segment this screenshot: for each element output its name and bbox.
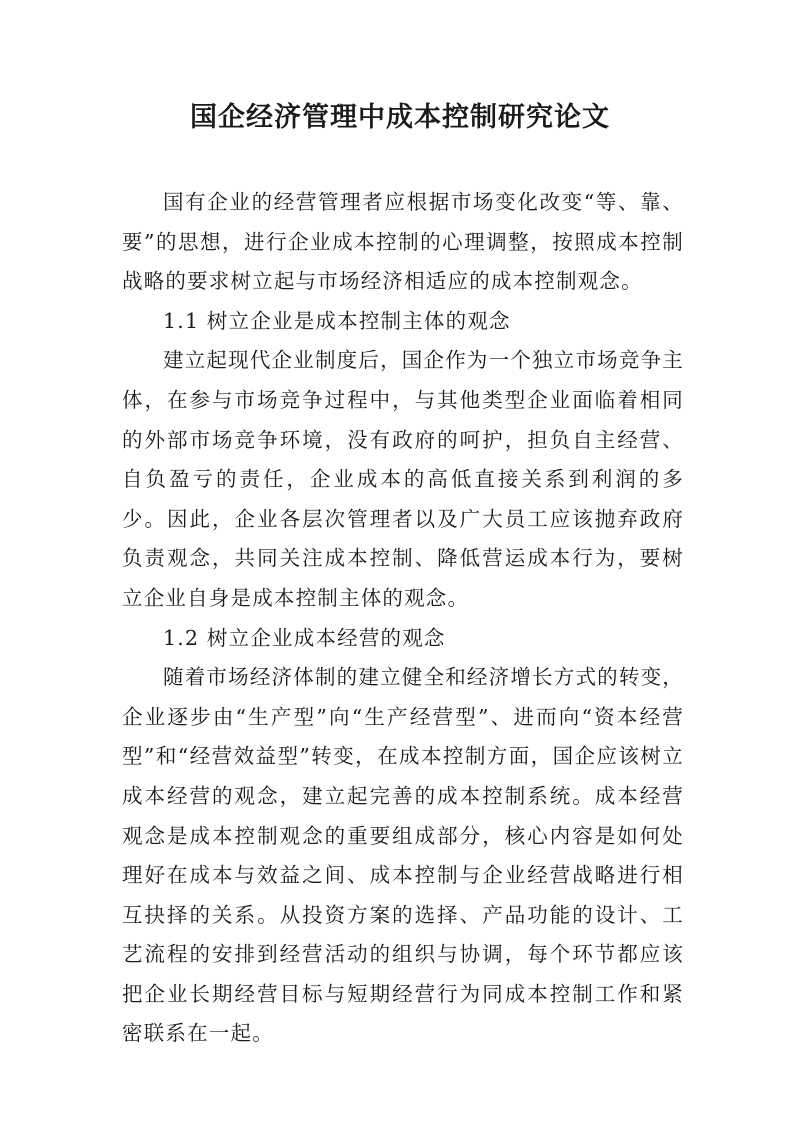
section-heading-1-2: 1.2 树立企业成本经营的观念 [163, 625, 446, 650]
section-heading-1-1: 1.1 树立企业是成本控制主体的观念 [163, 308, 511, 333]
page-title: 国企经济管理中成本控制研究论文 [190, 102, 610, 133]
document-body [122, 183, 684, 1054]
paragraph-1-2: 随着市场经济体制的建立健全和经济增长方式的转变，企业逐步由“生产型”向“生产经营型”、进而向“资本经营型”和“经营效益型”转变，在成本控制方面，国企应该树立成本经营的观念，建立起完善的成本控制系统。成本经营观念是成本控制观念的重要组成部分，核心内容是如何处理好在成本与效益之间、成本控制与企业经营战略进行相互抉择的关系。从投资方案的选择、产品功能的设计、工艺流程的安排到经营活动的组织与协调，每个环节都应该把企业长期经营目标与短期经营行为同成本控制工作和紧密联系在一起。 [122, 665, 684, 1046]
paragraph-1-1: 建立起现代企业制度后，国企作为一个独立市场竞争主体，在参与市场竞争过程中，与其他类型企业面临着相同的外部市场竞争环境，没有政府的呵护，担负自主经营、自负盈亏的责任，企业成本的高低直接关系到利润的多少。因此，企业各层次管理者以及广大员工应该抛弃政府负责观念，共同关注成本控制、降低营运成本行为，要树立企业自身是成本控制主体的观念。 [122, 348, 684, 610]
paragraph-intro: 国有企业的经营管理者应根据市场变化改变“等、靠、要”的思想，进行企业成本控制的心理调整，按照成本控制战略的要求树立起与市场经济相适应的成本控制观念。 [122, 190, 684, 294]
